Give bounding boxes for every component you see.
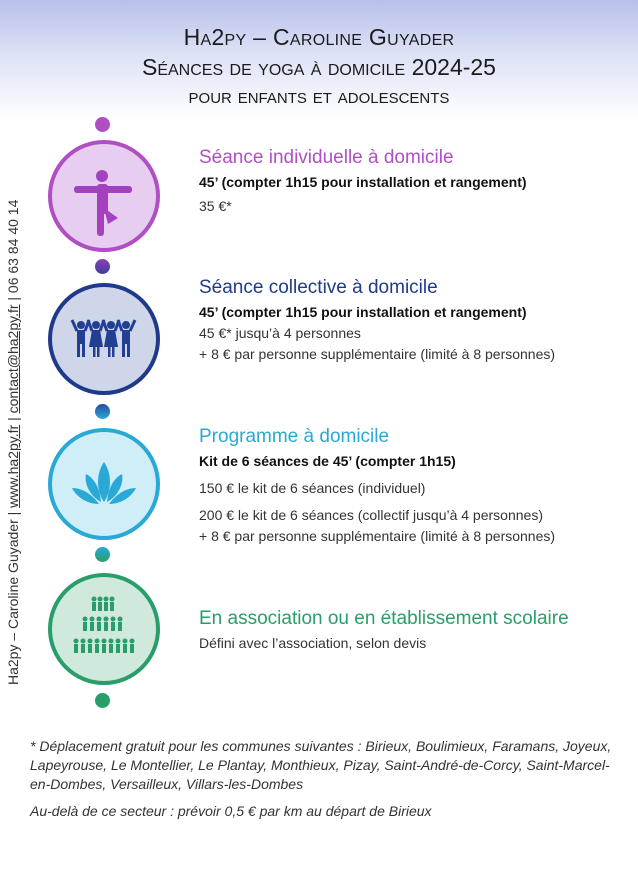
- offer-title: En association ou en établissement scolaire: [199, 608, 569, 629]
- offer-program: [199, 425, 629, 547]
- offer-title: Programme à domicile: [199, 426, 390, 447]
- offer-price: 35 €*: [199, 198, 232, 214]
- yoga-pose-icon: [48, 140, 160, 252]
- page-header: [0, 22, 638, 112]
- offer-price: 45 €* jusqu’à 4 personnes: [199, 325, 361, 341]
- offer-individual: [199, 146, 629, 217]
- offer-price-extra: + 8 € par personne supplémentaire (limité à 8 personnes): [199, 528, 556, 544]
- offer-duration: Kit de 6 séances de 45’ (compter 1h15): [199, 453, 456, 469]
- crowd-pyramid-icon: [48, 573, 160, 685]
- email-link[interactable]: contact@ha2py.fr: [5, 304, 21, 414]
- offer-association: [199, 607, 629, 654]
- offer-price: 150 € le kit de 6 séances (individuel): [199, 480, 426, 496]
- separator: |: [5, 507, 21, 520]
- connector-dot: [95, 117, 110, 132]
- travel-cost-note: Au-delà de ce secteur : prévoir 0,5 € par km au départ de Birieux: [30, 803, 432, 819]
- website-link[interactable]: www.ha2py.fr: [5, 424, 21, 508]
- connector-dot: [95, 259, 110, 274]
- offer-price-extra: + 8 € par personne supplémentaire (limité à 8 personnes): [199, 346, 556, 362]
- side-contact-info: [4, 125, 22, 685]
- phone-number: 06 63 84 40 14: [5, 199, 21, 294]
- offer-duration: 45’ (compter 1h15 pour installation et rangement): [199, 174, 527, 190]
- offer-title: Séance individuelle à domicile: [199, 147, 454, 168]
- header-subtitle: Séances de yoga à domicile 2024-25: [142, 54, 496, 80]
- offer-duration: 45’ (compter 1h15 pour installation et rangement): [199, 304, 527, 320]
- offer-title: Séance collective à domicile: [199, 277, 438, 298]
- offer-price-collective: 200 € le kit de 6 séances (collectif jusqu’à 4 personnes): [199, 507, 543, 523]
- header-title: Ha2py – Caroline Guyader: [183, 24, 455, 50]
- connector-dot: [95, 693, 110, 708]
- connector-dot: [95, 404, 110, 419]
- header-audience: pour enfants et adolescents: [188, 85, 450, 108]
- offer-price: Défini avec l’association, selon devis: [199, 635, 427, 651]
- lotus-icon: [48, 428, 160, 540]
- separator: |: [5, 293, 21, 305]
- separator: |: [5, 413, 21, 425]
- side-name: Ha2py – Caroline Guyader: [5, 519, 21, 685]
- travel-note: * Déplacement gratuit pour les communes suivantes : Birieux, Boulimieux, Faramans, Joyeux, Lapeyrouse, Le Montellier, Le Plantay, Monthieux, Pizay, Saint-André-de-Corcy, Saint-Marcel-en-Dombes, Versailleux, Villars-les-Dombes: [30, 738, 612, 792]
- footer-notes: [30, 737, 620, 829]
- offer-collective: [199, 276, 629, 365]
- group-people-icon: [48, 283, 160, 395]
- connector-dot: [95, 547, 110, 562]
